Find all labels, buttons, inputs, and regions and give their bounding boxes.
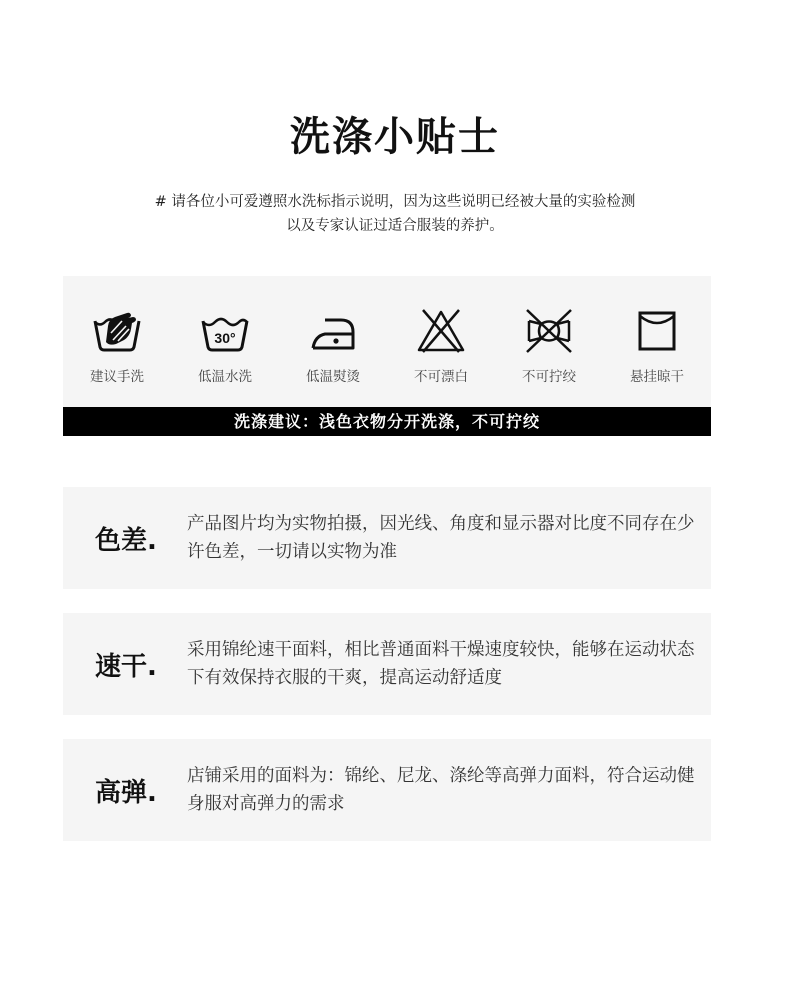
care-item-hand-wash — [63, 306, 171, 386]
care-item-hang-dry — [603, 306, 711, 386]
info-card-description: 店铺采用的面料为：锦纶、尼龙、涤纶等高弹力面料，符合运动健身服对高弹力的需求 — [187, 766, 695, 814]
care-label: 不可漂白 — [414, 369, 468, 385]
care-label: 低温水洗 — [198, 369, 252, 385]
info-card-title: 速干. — [95, 651, 157, 682]
info-card-text — [187, 613, 703, 715]
care-item-wash-30 — [171, 306, 279, 386]
care-label: 悬挂晾干 — [630, 369, 684, 385]
info-card-title: 高弹. — [95, 777, 157, 808]
info-card-description: 采用锦纶速干面料，相比普通面料干燥速度较快，能够在运动状态下有效保持衣服的干爽，提高运动舒适度 — [187, 640, 695, 688]
intro-line: 以及专家认证过适合服装的养护。 — [286, 218, 504, 234]
wash-30-icon — [197, 306, 253, 356]
info-card-description: 产品图片均为实物拍摄，因光线、角度和显示器对比度不同存在少许色差，一切请以实物为准 — [187, 514, 695, 562]
care-label: 建议手洗 — [90, 369, 144, 385]
washing-advice-banner: 洗涤建议：浅色衣物分开洗涤，不可拧绞 — [63, 407, 711, 436]
care-label: 低温熨烫 — [306, 369, 360, 385]
no-wring-icon — [521, 306, 577, 356]
wash-temperature: 30° — [214, 330, 236, 346]
info-card-title: 色差. — [95, 525, 157, 556]
care-item-no-bleach — [387, 306, 495, 386]
care-item-no-wring — [495, 306, 603, 386]
page-title: 洗涤小贴士 — [290, 114, 500, 160]
no-bleach-icon — [413, 306, 469, 356]
care-symbols-row — [63, 306, 711, 386]
info-card-text — [187, 487, 703, 589]
care-item-low-iron — [279, 306, 387, 386]
info-card-quick-dry — [63, 613, 711, 715]
care-symbols-panel — [63, 276, 711, 436]
info-card-high-elasticity — [63, 739, 711, 841]
care-label: 不可拧绞 — [522, 369, 576, 385]
intro-text — [0, 190, 790, 238]
hand-wash-icon — [89, 306, 145, 356]
intro-line: # 请各位小可爱遵照水洗标指示说明，因为这些说明已经被大量的实验检测 — [154, 194, 636, 210]
hang-dry-icon — [629, 306, 685, 356]
low-iron-icon — [305, 306, 361, 356]
info-card-text — [187, 739, 703, 841]
info-card-color-difference — [63, 487, 711, 589]
